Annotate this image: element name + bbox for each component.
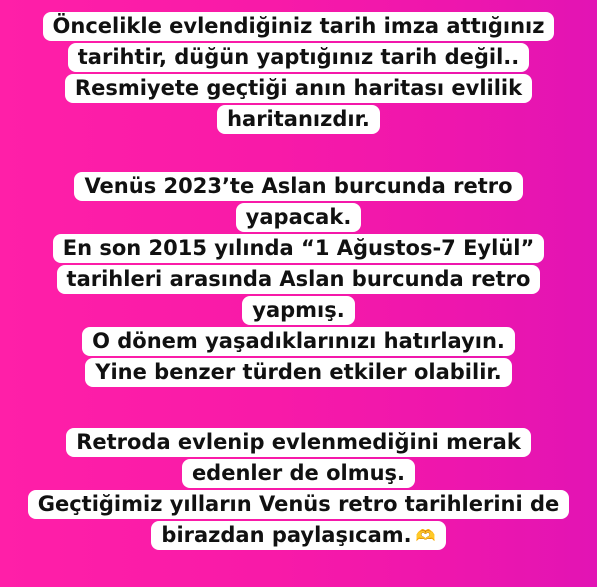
text-block-3 (0, 428, 597, 550)
caption-line: tarihleri arasında Aslan burcunda retro (57, 265, 541, 294)
caption-line: O dönem yaşadıklarınızı hatırlayın. (82, 327, 515, 356)
caption-line: Retroda evlenip evlenmediğini merak (66, 428, 531, 457)
caption-text: birazdan paylaşıcam. (161, 523, 412, 547)
caption-line: Resmiyete geçtiği anın haritası evlilik (65, 74, 532, 103)
caption-line: Yine benzer türden etkiler olabilir. (85, 358, 511, 387)
text-block-1 (0, 12, 597, 134)
caption-line: yapmış. (242, 296, 354, 325)
caption-line: Geçtiğimiz yılların Venüs retro tarihlerini de (28, 490, 570, 519)
text-block-2 (0, 172, 597, 387)
caption-line: edenler de olmuş. (182, 459, 415, 488)
heart-hands-icon: 🫶 (415, 526, 436, 545)
caption-line: Venüs 2023’te Aslan burcunda retro (74, 172, 522, 201)
caption-line: En son 2015 yılında “1 Ağustos-7 Eylül” (53, 234, 545, 263)
caption-line: yapacak. (236, 203, 362, 232)
caption-line: haritanızdır. (217, 105, 380, 134)
caption-line-with-emoji (151, 521, 445, 550)
caption-line: Öncelikle evlendiğiniz tarih imza attığınız (43, 12, 555, 41)
caption-line: tarihtir, düğün yaptığınız tarih değil.. (68, 43, 529, 72)
